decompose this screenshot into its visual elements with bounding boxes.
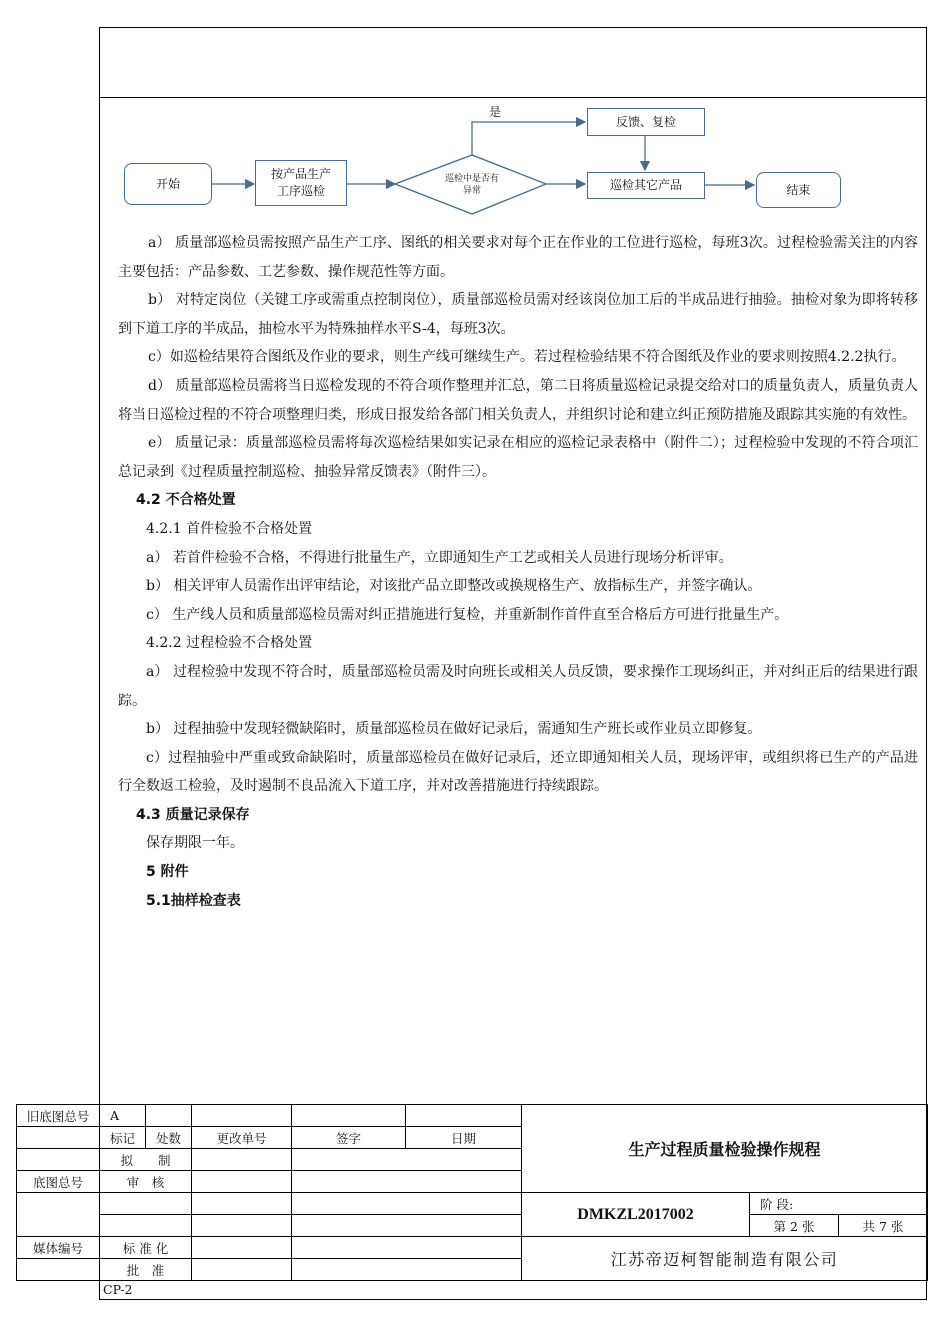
change-no-label: 更改单号	[192, 1127, 292, 1149]
para-422-a: a） 过程检验中发现不符合时，质量部巡检员需及时向班长或相关人员反馈，要求操作工现场纠正，并对纠正后的结果进行跟踪。	[118, 663, 918, 709]
para-422-c: c）过程抽验中严重或致命缺陷时，质量部巡检员在做好记录后，还立即通知相关人员，现场评审，或组织将已生产的产品进行全数返工检验，及时遏制不良品流入下道工序，并对改善措施进行持续跟踪。	[118, 749, 918, 795]
heading-4-2: 4.2 不合格处置	[136, 492, 236, 509]
document-title: 生产过程质量检验操作规程	[522, 1105, 928, 1193]
arrow-decision-yes	[472, 122, 585, 155]
standardize-label: 标 准 化	[100, 1237, 192, 1259]
heading-4-2-1: 4.2.1 首件检验不合格处置	[146, 520, 313, 537]
heading-4-3: 4.3 质量记录保存	[136, 806, 250, 823]
company-name: 江苏帝迈柯智能制造有限公司	[522, 1237, 928, 1281]
sheet-number: 第 2 张	[750, 1215, 839, 1237]
flow-end: 结束	[756, 172, 841, 208]
date-label: 日期	[406, 1127, 522, 1149]
flow-other-product: 巡检其它产品	[587, 172, 705, 199]
para-422-b: b） 过程抽验中发现轻微缺陷时，质量部巡检员在做好记录后，需通知生产班长或作业员立即修复。	[146, 721, 762, 738]
para-421-a: a） 若首件检验不合格，不得进行批量生产，立即通知生产工艺或相关人员进行现场分析评审。	[146, 549, 733, 566]
draft-label: 拟 制	[100, 1149, 192, 1171]
flow-start: 开始	[124, 163, 212, 205]
procedure-body	[118, 229, 918, 915]
heading-5: 5 附件	[146, 864, 189, 881]
flowchart	[99, 97, 927, 227]
media-no-label: 媒体编号	[17, 1237, 100, 1259]
para-421-b: b） 相关评审人员需作出评审结论，对该批产品立即整改或换规格生产、放指标生产，并签字确认。	[146, 578, 762, 595]
para-c: c）如巡检结果符合图纸及作业的要求，则生产线可继续生产。若过程检验结果不符合图纸及作业的要求则按照4.2.2执行。	[148, 349, 906, 366]
stage-label: 阶 段:	[750, 1193, 928, 1215]
total-sheets: 共 7 张	[839, 1215, 928, 1237]
decision-label: 巡检中是否有 异常	[444, 174, 499, 196]
heading-4-2-2: 4.2.2 过程检验不合格处置	[146, 635, 313, 652]
para-e: e） 质量记录：质量部巡检员需将每次巡检结果如实记录在相应的巡检记录表格中（附件二）；过程检验中发现的不符合项汇总记录到《过程质量控制巡检、抽验异常反馈表》（附件三）。	[118, 435, 918, 480]
para-4-3: 保存期限一年。	[146, 835, 244, 852]
yes-label: 是	[488, 105, 501, 119]
approve-label: 批 准	[100, 1259, 192, 1281]
drawing-no-label: 底图总号	[17, 1171, 100, 1193]
document-number: DMKZL2017002	[522, 1193, 750, 1237]
flow-step-patrol: 按产品生产 工序巡检	[255, 160, 347, 206]
para-d: d） 质量部巡检员需将当日巡检发现的不符合项作整理并汇总，第二日将质量巡检记录提交给对口的质量负责人，质量负责人将当日巡检过程的不符合项整理归类，形成日报发给各部门相关负责人，并组织讨论和建立纠正预防措施及跟踪其实施的有效性。	[118, 377, 918, 423]
para-421-c: c） 生产线人员和质量部巡检员需对纠正措施进行复检，并重新制作首件直至合格后方可进行批量生产。	[146, 606, 789, 623]
para-b: b） 对特定岗位（关键工序或需重点控制岗位），质量部巡检员需对经该岗位加工后的半成品进行抽验。抽检对象为即将转移到下道工序的半成品，抽检水平为特殊抽样水平S-4，每班3次。	[118, 292, 918, 337]
title-block	[16, 1104, 928, 1281]
review-label: 审 核	[100, 1171, 192, 1193]
mark-label: 标记	[100, 1127, 146, 1149]
form-code: CP-2	[103, 1282, 133, 1297]
flow-feedback: 反馈、复检	[587, 108, 705, 136]
old-drawing-no-label: 旧底图总号	[17, 1105, 100, 1127]
para-a: a） 质量部巡检员需按照产品生产工序、图纸的相关要求对每个正在作业的工位进行巡检，每班3次。过程检验需关注的内容主要包括：产品参数、工艺参数、操作规范性等方面。	[118, 235, 918, 280]
count-label: 处数	[146, 1127, 192, 1149]
revision-value: A	[100, 1105, 146, 1127]
heading-5-1: 5.1抽样检查表	[146, 892, 241, 909]
signature-label: 签字	[292, 1127, 406, 1149]
